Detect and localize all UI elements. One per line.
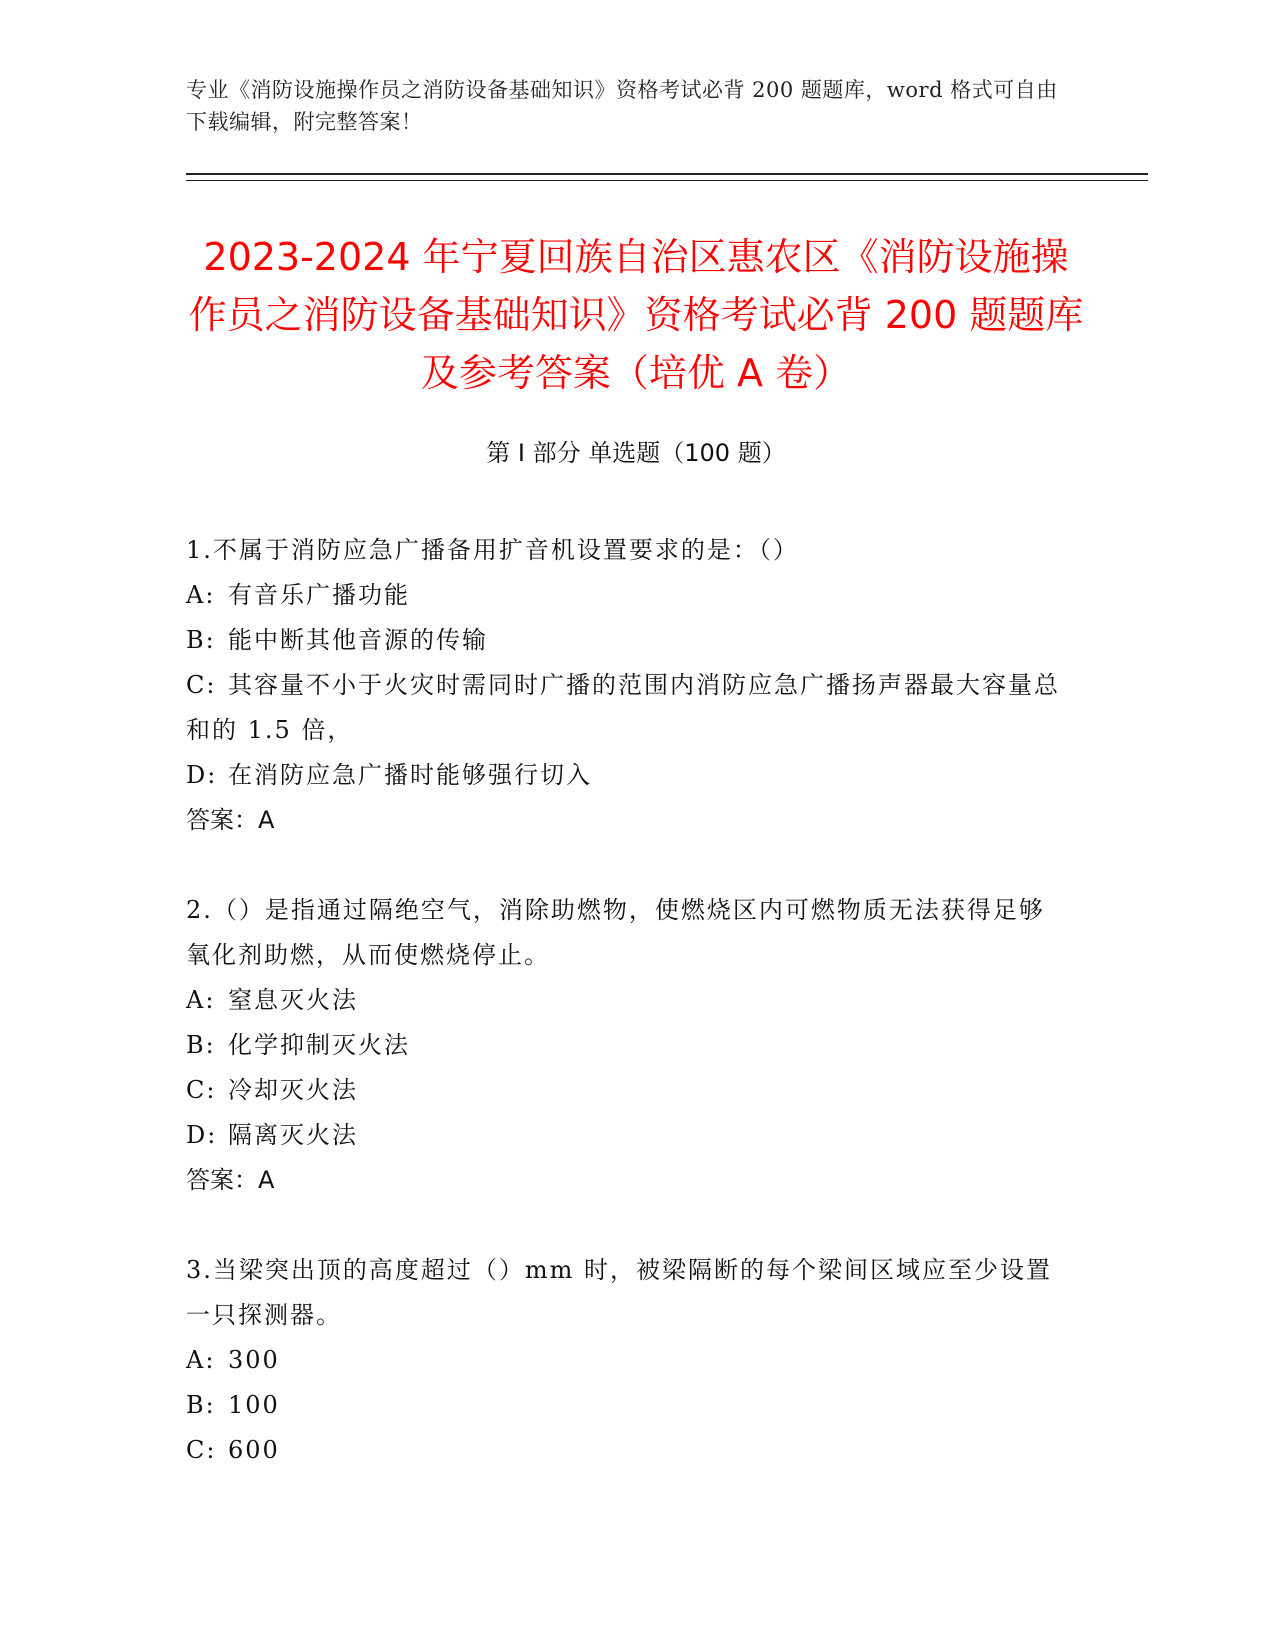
option-a [186,978,1066,1023]
option-text: 100 [228,1391,280,1419]
option-text: 有音乐广播功能 [228,581,410,609]
option-key: D: [186,761,218,789]
option-key: B: [186,1031,216,1059]
option-key: C: [186,671,217,699]
option-key: C: [186,1076,217,1104]
option-b [186,1023,1066,1068]
option-text: 能中断其他音源的传输 [228,626,488,654]
header-note: 专业《消防设施操作员之消防设备基础知识》资格考试必背 200 题题库，word 格式可自由下载编辑，附完整答案！ [186,78,1058,134]
question-stem: 3.当梁突出顶的高度超过（）mm 时，被梁隔断的每个梁间区域应至少设置一只探测器。 [186,1256,1053,1329]
question-1 [186,528,1066,843]
header-rule-thin [186,180,1148,181]
option-b [186,618,1066,663]
option-a [186,573,1066,618]
option-b [186,1383,1066,1428]
header-rule-thick [186,173,1148,175]
option-d [186,753,1066,798]
question-2 [186,888,1066,1203]
option-key: A: [186,1346,216,1374]
option-c [186,1428,1066,1473]
question-list [186,528,1066,1518]
option-c [186,1068,1066,1113]
question-3 [186,1248,1066,1473]
option-c [186,663,1066,753]
option-key: B: [186,626,216,654]
option-text: 其容量不小于火灾时需同时广播的范围内消防应急广播扬声器最大容量总和的 1.5 倍， [186,671,1060,744]
option-key: A: [186,581,216,609]
option-text: 冷却灭火法 [228,1076,358,1104]
option-key: B: [186,1391,216,1419]
question-stem: 2.（）是指通过隔绝空气，消除助燃物，使燃烧区内可燃物质无法获得足够氧化剂助燃，从而使燃烧停止。 [186,896,1045,969]
option-text: 化学抑制灭火法 [228,1031,410,1059]
option-text: 隔离灭火法 [228,1121,358,1149]
option-key: C: [186,1436,217,1464]
option-key: D: [186,1121,218,1149]
option-text: 窒息灭火法 [228,986,358,1014]
document-title: 2023-2024 年宁夏回族自治区惠农区《消防设施操作员之消防设备基础知识》资格考试必背 200 题题库及参考答案（培优 A 卷） [188,235,1084,395]
question-stem: 1.不属于消防应急广播备用扩音机设置要求的是：（） [186,536,799,564]
option-text: 在消防应急广播时能够强行切入 [228,761,592,789]
option-text: 600 [228,1436,280,1464]
option-text: 300 [228,1346,280,1374]
answer-line: 答案：A [186,1166,275,1194]
option-key: A: [186,986,216,1014]
option-a [186,1338,1066,1383]
section-title: 第 I 部分 单选题（100 题） [486,439,786,467]
option-d [186,1113,1066,1158]
answer-line: 答案：A [186,806,275,834]
